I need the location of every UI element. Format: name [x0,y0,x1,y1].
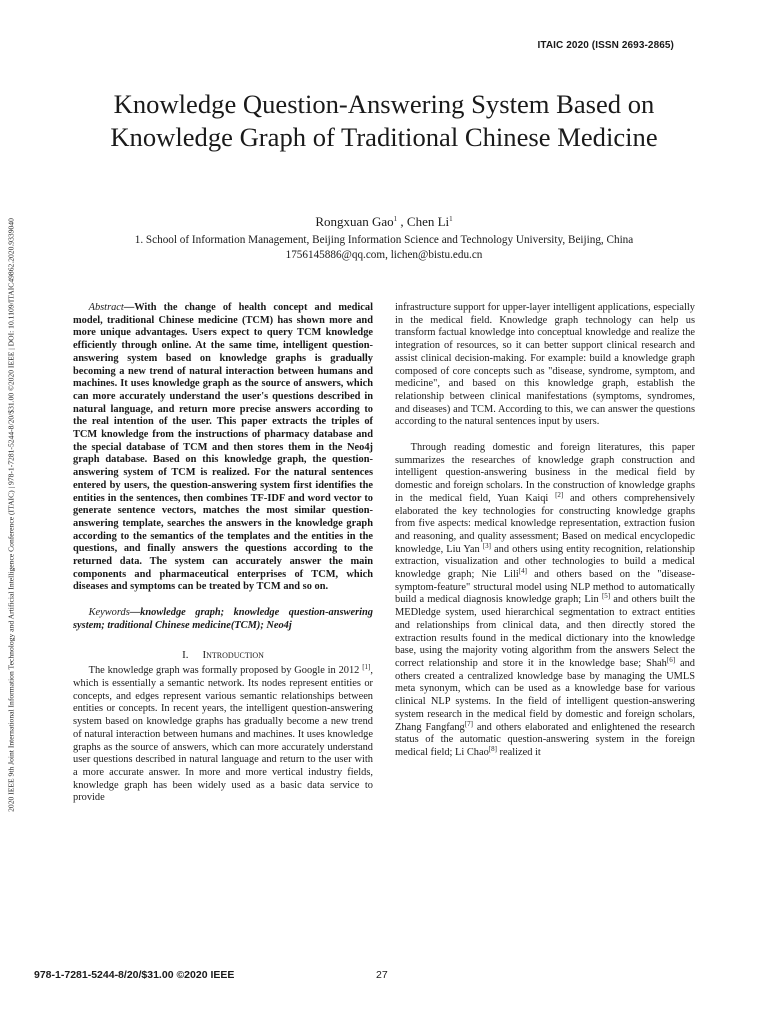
intro-paragraph-1 [73,665,373,805]
abstract-label: Abstract [88,302,124,313]
conference-header: ITAIC 2020 (ISSN 2693-2865) [537,40,674,51]
page-number: 27 [376,969,388,981]
body-text-part: and others elaborated and enlightened the research status of the automatic question-answering system in the foreign medical field; Li Chao [395,721,696,758]
paper-title: Knowledge Question-Answering System Based on Knowledge Graph of Traditional Chinese Medicine [110,89,658,152]
citation-ref-1: [1] [362,663,371,672]
author-line [0,214,768,230]
intro-text-part: , which is essentially a semantic network. Its nodes represent entities or concepts, and edges represent various semantic relationships between entities or concepts. In recent years, the intelligent question-answering system based on knowledge graphs has gradually become a new trend of natural interaction between humans and machines. It uses knowledge graphs as the source of answers, which can more accurately understand user questions described in natural language and return to the user with a more accurate answer. In more and more vertical industry fields, knowledge graph has been widely used as a basic data service to provide [73,665,373,804]
body-text-part: and others using entity recognition, relationship extraction, visualization and other technologies to build a medical knowledge graph; Nie Lili [395,543,696,581]
author-1: Rongxuan Gao [315,214,394,229]
citation-ref-4: [4] [518,567,527,576]
citation-ref-8: [8] [488,744,497,753]
side-citation-text: 2020 IEEE 9th Joint International Information Technology and Artificial Intelligence Conference (ITAIC) | 978-1-7281-5244-8/20/$31.00 ©2020 IEEE | DOI: 10.1109/ITAIC49862.2020.9339040 [6,218,16,812]
right-column [395,302,695,760]
body-text-part: and others built the MEDledge system, used hierarchical segmentation to extract entities and relationships from clinical data, and then directly stored the extraction results found in the medical dictionary into the knowledge base, using the majority voting algorithm from the answers Select the correct relationship and store it in the knowledge base; Shah [395,594,695,669]
body-text-part: and others created a centralized knowledge base by managing the UMLS meta synonym, which can be used as a knowledge base for various clinical NLP systems. In the field of intelligent question-answering system research in the medical field by domestic and foreign scholars, Zhang Fangfang [395,657,695,733]
affiliation-text: 1. School of Information Management, Beijing Information Science and Technology University, Beijing, China [134,234,634,246]
author-separator: , [397,214,407,229]
abstract [73,302,373,594]
body-text-part: and others based on the "disease-symptom-feature" structural model using NLP method to automatically build a medical diagnosis knowledge graph; Lin [395,569,695,606]
section-title: Introduction [202,648,264,661]
keywords-text: —knowledge graph; knowledge question-answering system; traditional Chinese medicine(TCM); Neo4j [73,607,373,631]
author-2-affiliation-mark: 1 [449,215,453,223]
body-paragraph-2 [395,442,695,760]
body-text-part: realized it [496,746,541,758]
citation-ref-2: [2] [555,490,564,499]
body-text-part: Through reading domestic and foreign literatures, this paper summarizes the researches of knowledge graph construction and intelligent question-answering business in the medical field by domestic and foreign scholars. In the construction of knowledge graphs in the medical field, Yuan Kaiqi [395,442,695,504]
citation-ref-7: [7] [464,719,473,728]
author-emails: 1756145886@qq.com, lichen@bistu.edu.cn [285,249,483,261]
citation-ref-3: [3] [482,541,491,550]
body-text-part: and others comprehensively elaborated the key technologies for constructing knowledge graphs from five aspects: medical knowledge representation, extraction fusion and reasoning, and quality assessment; Based on medical encyclopedic knowledge, Liu Yan [395,492,695,555]
side-citation-strip [4,130,18,900]
citation-ref-5: [5] [601,592,611,601]
footer-isbn: 978-1-7281-5244-8/20/$31.00 ©2020 IEEE [34,969,235,981]
abstract-text: —With the change of health concept and medical model, traditional Chinese medicine (TCM) has shown more and more unique advantages. Users expect to query TCM knowledge efficiently through online. At the same time, intelligent question-answering system based on knowledge graphs is gradually becoming a new trend of natural interaction between humans and machines. It uses knowledge graph as the source of answers, which can more accurately understand the user's questions described in natural language, and return more precise answers according to the real intention of the user. This paper extracts the triples of TCM knowledge from the instructions of pharmacy database and the special database of TCM and then stores them in the Neo4j graph database. Based on this knowledge graph, the question-answering system of TCM is realized. For the natural sentences entered by users, the question-answering system first identifies the entities in the sentences, then combines TF-IDF and word vector to generate sentence vectors, matches the most similar question-answering template, searches the answers in the knowledge graph according to the semantics of the templates and the entities in the questions, and finally answers the questions according to the returned data. The system can accurately answer the main components and pharmaceutical enterprises of TCM, which diseases and symptoms can be treated by TCM and so on. [73,302,373,593]
author-2: Chen Li [406,214,450,229]
body-paragraph-continued: infrastructure support for upper-layer intelligent applications, especially in the medical field. Knowledge graph technology can help us transform factual knowledge into conceptual knowledge and realize the integration of resources, so it can better support clinical research and assist clinical decision-making. For example: build a knowledge graph composed of core concepts such as "disease, syndrome, symptom, and medicine", and based on this knowledge graph, establish the relationship between clinical manifestations (symptoms, syndromes, and diseases) and TCM. According to this, we can answer the questions according to the natural sentences input by users. [395,302,695,428]
keywords-label: Keywords [88,607,130,619]
keywords [73,607,373,632]
citation-ref-6: [6] [666,655,676,664]
author-1-affiliation-mark: 1 [393,215,398,223]
section-number: I. [182,648,189,661]
intro-text-part: The knowledge graph was formally proposed by Google in 2012 [88,665,363,677]
affiliation-block [60,233,708,263]
left-column [73,302,373,805]
section-heading-introduction [73,649,373,662]
